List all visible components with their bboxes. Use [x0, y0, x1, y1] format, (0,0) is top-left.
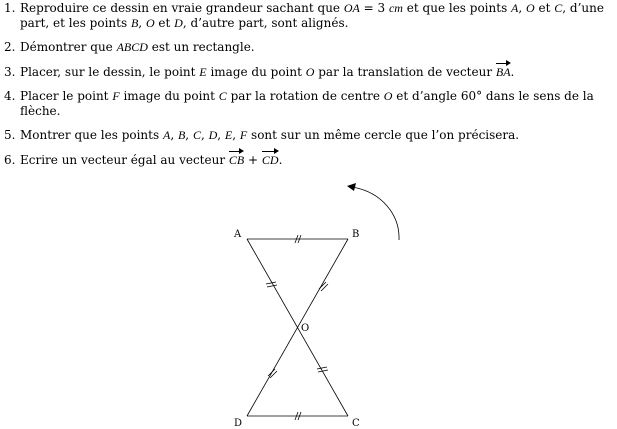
math-symbol: E: [224, 128, 233, 142]
point-label-o: O: [301, 323, 310, 334]
math-symbol: F: [112, 89, 120, 103]
text-run: ,: [185, 128, 193, 142]
text-run: +: [244, 153, 262, 167]
math-symbol: D: [208, 128, 218, 142]
text-run: et que les points: [402, 1, 512, 15]
point-label-b: B: [352, 229, 360, 240]
text-run: , d’autre part, sont alignés.: [182, 16, 349, 30]
item-number: 3.: [4, 65, 16, 79]
math-symbol: O: [526, 1, 535, 15]
item-number: 6.: [4, 153, 16, 167]
text-run: Reproduire ce dessin en vraie grandeur sachant que: [20, 1, 344, 15]
text-run: est un rectangle.: [147, 40, 255, 54]
vector-symbol: BA: [495, 65, 511, 79]
point-label-d: D: [234, 418, 243, 429]
text-run: , d’une part, et les points: [20, 1, 604, 30]
math-symbol: cm: [388, 1, 403, 15]
text-run: ,: [518, 1, 527, 15]
math-symbol: C: [192, 128, 201, 142]
text-run: Placer, sur le dessin, le point: [20, 65, 200, 79]
math-symbol: A: [511, 1, 519, 15]
math-symbol: D: [174, 16, 183, 30]
item-number: 2.: [4, 40, 16, 54]
tick-mark-ao: [266, 282, 277, 287]
text-run: par la rotation de centre: [226, 89, 384, 103]
math-symbol: B: [177, 128, 186, 142]
math-symbol: E: [199, 65, 207, 79]
tick-mark-bo: [319, 282, 328, 291]
tick-mark-co: [317, 367, 328, 372]
text-run: et: [534, 1, 555, 15]
text-run: par la translation de vecteur: [314, 65, 496, 79]
text-run: ,: [170, 128, 178, 142]
item-number: 5.: [4, 128, 16, 142]
vector-symbol: CD: [261, 153, 279, 167]
math-symbol: O: [305, 65, 315, 79]
text-run: = 3: [359, 1, 389, 15]
text-run: Placer le point: [20, 89, 113, 103]
text-run: et: [154, 16, 175, 30]
text-run: ,: [138, 16, 146, 30]
text-run: ,: [232, 128, 240, 142]
text-run: et d’angle 60° dans le sens de la flèche.: [20, 89, 594, 118]
item-number: 1.: [4, 1, 16, 15]
math-symbol: B: [130, 16, 139, 30]
text-run: .: [278, 153, 283, 167]
text-run: sont sur un même cercle que l’on précisera.: [247, 128, 520, 142]
math-symbol: OA: [343, 1, 360, 15]
point-label-c: C: [352, 418, 360, 429]
text-run: Montrer que les points: [20, 128, 163, 142]
math-symbol: O: [145, 16, 155, 30]
math-symbol: C: [218, 89, 227, 103]
vector-symbol: CB: [228, 153, 245, 167]
point-label-a: A: [234, 229, 242, 240]
item-number: 4.: [4, 89, 16, 103]
text-run: ,: [217, 128, 225, 142]
text-run: ,: [200, 128, 209, 142]
math-symbol: C: [554, 1, 563, 15]
arrow-head-icon: [347, 183, 356, 191]
text-run: .: [510, 65, 515, 79]
math-symbol: F: [239, 128, 248, 142]
text-run: image du point: [206, 65, 306, 79]
text-run: Démontrer que: [20, 40, 117, 54]
math-symbol: ABCD: [116, 40, 148, 54]
text-run: image du point: [119, 89, 219, 103]
math-symbol: A: [162, 128, 171, 142]
text-run: Ecrire un vecteur égal au vecteur: [20, 153, 229, 167]
math-symbol: O: [383, 89, 393, 103]
